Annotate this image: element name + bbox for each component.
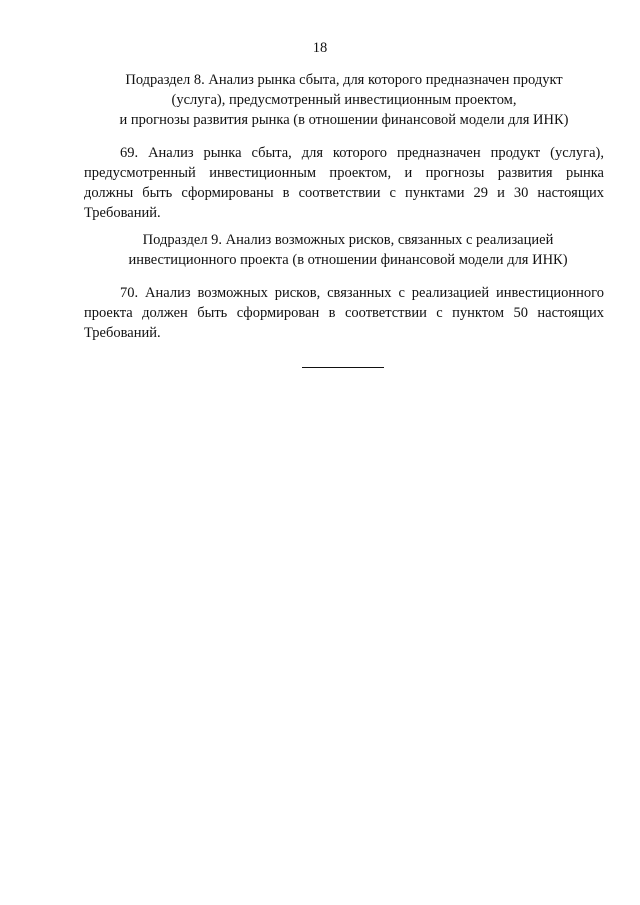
paragraph-line: Требований. — [84, 205, 161, 221]
paragraph-line: 69. Анализ рынка сбыта, для которого предназначен продукт (услуга), — [120, 145, 604, 161]
paragraph-line: должны быть сформированы в соответствии с пунктами 29 и 30 настоящих — [84, 185, 604, 201]
heading-line: Подраздел 8. Анализ рынка сбыта, для которого предназначен продукт — [125, 72, 563, 88]
closing-rule — [302, 367, 384, 368]
paragraph-line: 70. Анализ возможных рисков, связанных с реализацией инвестиционного — [120, 285, 604, 301]
section-9-heading — [110, 230, 586, 270]
heading-line: и прогнозы развития рынка (в отношении финансовой модели для ИНК) — [119, 112, 569, 128]
section-8-heading — [84, 70, 604, 130]
paragraph-line: Требований. — [84, 325, 161, 341]
paragraph-line: проекта должен быть сформирован в соответствии с пунктом 50 настоящих — [84, 305, 604, 321]
paragraph-line: предусмотренный инвестиционным проектом, и прогнозы развития рынка — [84, 165, 604, 181]
paragraph-69 — [84, 143, 604, 223]
page-number: 18 — [312, 40, 328, 56]
heading-line: Подраздел 9. Анализ возможных рисков, связанных с реализацией — [142, 232, 554, 248]
heading-line: инвестиционного проекта (в отношении финансовой модели для ИНК) — [128, 252, 568, 268]
paragraph-70 — [84, 283, 604, 343]
heading-line: (услуга), предусмотренный инвестиционным проектом, — [171, 92, 517, 108]
